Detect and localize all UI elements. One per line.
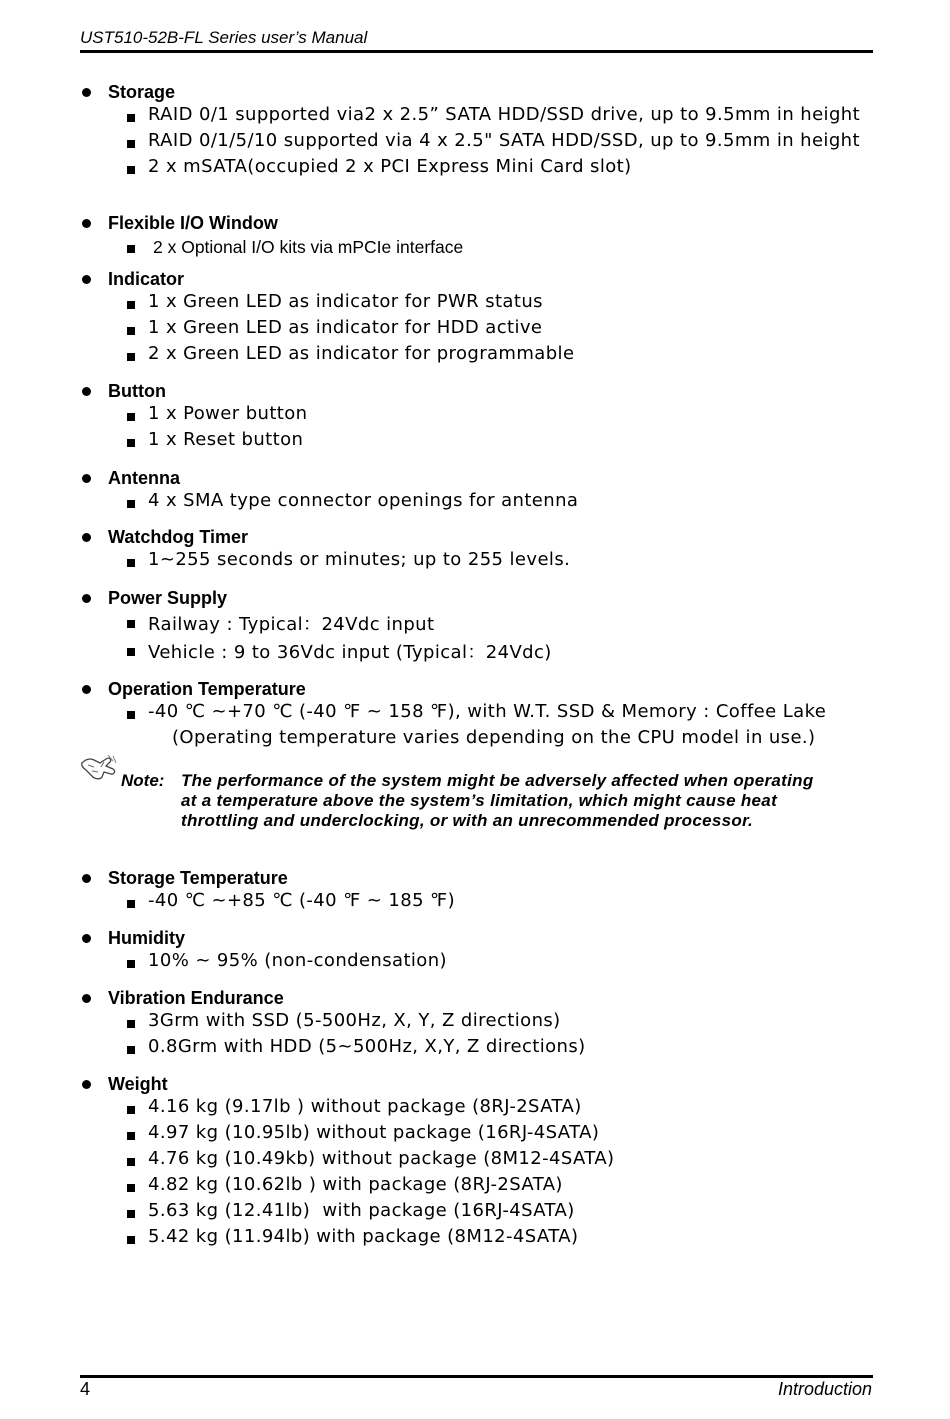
square-bullet: [127, 1106, 135, 1114]
section-title: Button: [108, 381, 166, 401]
note-box: [80, 753, 880, 833]
bullet-dot: [82, 594, 91, 603]
list-item: 10% ~ 95% (non-condensation): [80, 950, 880, 976]
list-item: 1 x Reset button: [80, 429, 880, 455]
list-item: RAID 0/1 supported via2 x 2.5” SATA HDD/SSD drive, up to 9.5mm in height: [80, 104, 880, 130]
list-item: -40 ℃ ~+85 ℃ (-40 ℉ ~ 185 ℉): [80, 890, 880, 916]
list-item: 5.63 kg (12.41lb) with package (16RJ-4SATA): [80, 1200, 880, 1226]
bullet-dot: [82, 219, 91, 228]
bullet-dot: [82, 685, 91, 694]
section-title: Storage Temperature: [108, 868, 288, 888]
list-item: RAID 0/1/5/10 supported via 4 x 2.5" SATA HDD/SSD, up to 9.5mm in height: [80, 130, 880, 156]
square-bullet: [127, 1046, 135, 1054]
section-weight: [80, 1072, 880, 1252]
bullet-dot: [82, 88, 91, 97]
hand-pointer-icon: [80, 753, 118, 783]
square-bullet: [127, 1020, 135, 1028]
bullet-dot: [82, 533, 91, 542]
list-item: 0.8Grm with HDD (5~500Hz, X,Y, Z directions): [80, 1036, 880, 1062]
section-flexible-io: [80, 211, 880, 259]
list-item: 2 x Green LED as indicator for programmable: [80, 343, 880, 369]
square-bullet: [127, 327, 135, 335]
note-text: The performance of the system might be adversely affected when operating at a temperature above the system’s limitation, which might cause heat throttling and underclocking, or with an unrecommended processor.: [181, 771, 814, 830]
section-power-supply: [80, 586, 880, 666]
square-bullet: [127, 1132, 135, 1140]
list-item: 4 x SMA type connector openings for antenna: [80, 490, 880, 516]
section-watchdog-timer: [80, 525, 880, 575]
square-bullet: [127, 140, 135, 148]
square-bullet: [127, 439, 135, 447]
bullet-dot: [82, 474, 91, 483]
bullet-dot: [82, 874, 91, 883]
section-title: Flexible I/O Window: [108, 213, 278, 233]
section-antenna: [80, 466, 880, 516]
square-bullet: [127, 1184, 135, 1192]
list-item: 1 x Power button: [80, 403, 880, 429]
footer-rule: [80, 1375, 873, 1378]
section-title: Operation Temperature: [108, 679, 306, 699]
square-bullet: [127, 166, 135, 174]
square-bullet: [127, 711, 135, 719]
section-title: Power Supply: [108, 588, 228, 608]
section-title: Antenna: [108, 468, 180, 488]
section-humidity: [80, 926, 880, 976]
square-bullet: [127, 1210, 135, 1218]
bullet-dot: [82, 387, 91, 396]
list-item: 4.97 kg (10.95lb) without package (16RJ-4SATA): [80, 1122, 880, 1148]
chapter-name: Introduction: [777, 1379, 872, 1399]
list-item: 2 x mSATA(occupied 2 x PCI Express Mini Card slot): [80, 156, 880, 182]
section-vibration-endurance: [80, 986, 880, 1062]
bullet-dot: [82, 1080, 91, 1089]
square-bullet: [127, 114, 135, 122]
list-item: 2 x Optional I/O kits via mPCIe interface: [80, 235, 880, 259]
square-bullet: [127, 960, 135, 968]
section-title: Storage: [108, 82, 176, 102]
list-item: 1 x Green LED as indicator for PWR status: [80, 291, 880, 317]
list-item: 1~255 seconds or minutes; up to 255 levels.: [80, 549, 880, 575]
section-storage-temperature: [80, 866, 880, 916]
bullet-dot: [82, 994, 91, 1003]
section-button: [80, 379, 880, 455]
section-title: Vibration Endurance: [108, 988, 284, 1008]
bullet-dot: [82, 934, 91, 943]
list-item: Vehicle : 9 to 36Vdc input (Typical：24Vdc): [80, 638, 880, 666]
section-title: Indicator: [108, 269, 185, 289]
square-bullet: [127, 413, 135, 421]
square-bullet: [127, 1158, 135, 1166]
bullet-dot: [82, 275, 91, 284]
note-label: Note:: [121, 771, 165, 790]
section-operation-temperature: [80, 677, 880, 751]
list-item: 1 x Green LED as indicator for HDD active: [80, 317, 880, 343]
page-number: 4: [80, 1379, 91, 1399]
header-rule: [80, 50, 873, 53]
list-item: Railway : Typical：24Vdc input: [80, 610, 880, 638]
section-indicator: [80, 267, 880, 369]
list-item: 5.42 kg (11.94lb) with package (8M12-4SATA): [80, 1226, 880, 1252]
list-item: -40 ℃ ~+70 ℃ (-40 ℉ ~ 158 ℉), with W.T. SSD & Memory : Coffee Lake: [80, 701, 880, 727]
section-storage: [80, 80, 880, 182]
running-header: UST510-52B-FL Series user’s Manual: [80, 28, 368, 47]
list-item: 4.76 kg (10.49kb) without package (8M12-4SATA): [80, 1148, 880, 1174]
square-bullet: [127, 301, 135, 309]
square-bullet: [127, 648, 135, 656]
square-bullet: [127, 900, 135, 908]
list-item-continuation: (Operating temperature varies depending on the CPU model in use.): [172, 727, 816, 748]
section-title: Watchdog Timer: [108, 527, 249, 547]
square-bullet: [127, 245, 135, 253]
list-item: 4.16 kg (9.17lb ) without package (8RJ-2SATA): [80, 1096, 880, 1122]
square-bullet: [127, 500, 135, 508]
section-title: Weight: [108, 1074, 168, 1094]
list-item: 4.82 kg (10.62lb ) with package (8RJ-2SATA): [80, 1174, 880, 1200]
list-item: 3Grm with SSD (5-500Hz, X, Y, Z directions): [80, 1010, 880, 1036]
square-bullet: [127, 353, 135, 361]
section-title: Humidity: [108, 928, 186, 948]
square-bullet: [127, 559, 135, 567]
square-bullet: [127, 1236, 135, 1244]
square-bullet: [127, 620, 135, 628]
